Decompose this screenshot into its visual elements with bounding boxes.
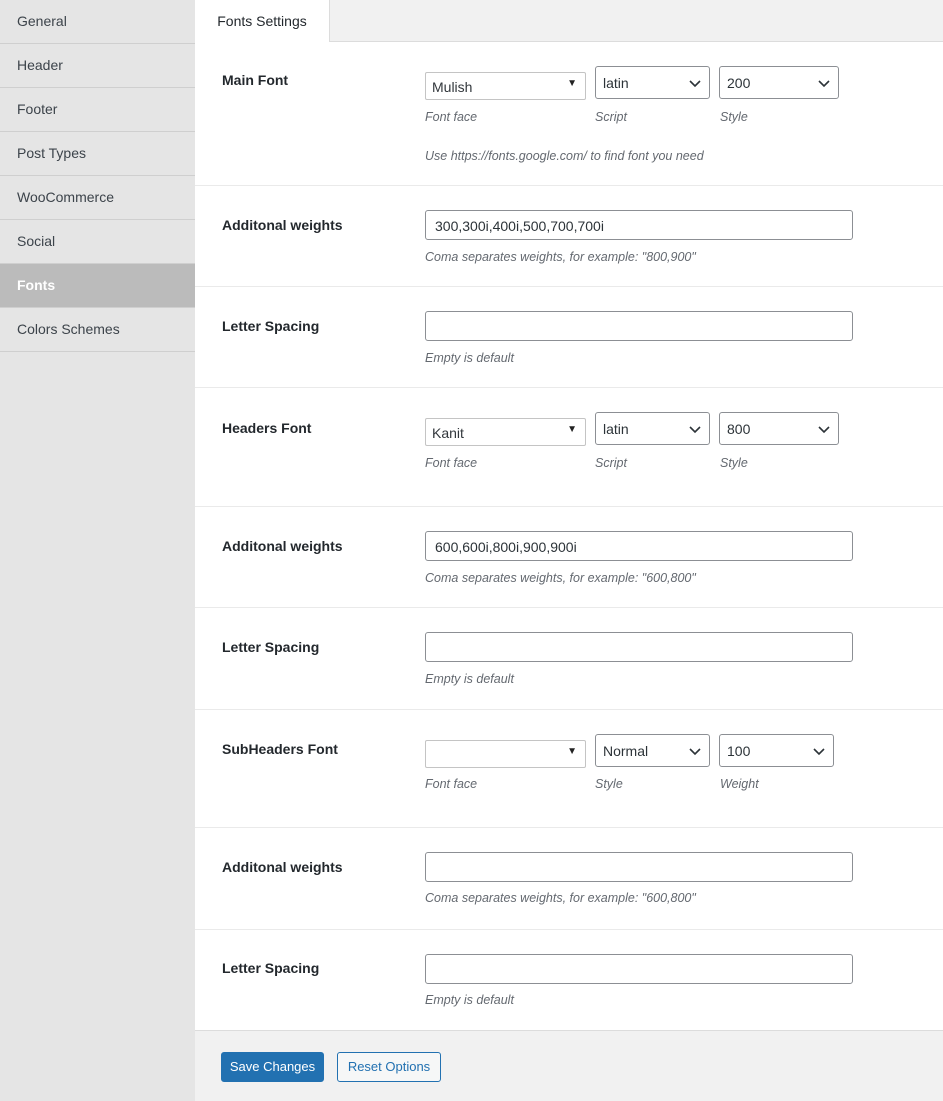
subheaders-weights-row <box>195 828 943 930</box>
main-weights-hint: Coma separates weights, for example: "800,900" <box>425 250 696 264</box>
sidebar-item-woocommerce[interactable]: WooCommerce <box>0 176 195 220</box>
subheaders-weights-label: Additonal weights <box>222 859 343 875</box>
sidebar-item-header[interactable]: Header <box>0 44 195 88</box>
headers-font-script-value: latin <box>603 421 629 437</box>
main-font-face-select[interactable] <box>425 72 586 100</box>
caret-down-icon: ▼ <box>567 746 577 757</box>
headers-font-style-select[interactable] <box>719 412 839 445</box>
main-weights-value: 300,300i,400i,500,700,700i <box>435 218 604 234</box>
caret-down-icon: ▼ <box>567 424 577 435</box>
chevron-down-icon <box>818 77 830 89</box>
main-font-script-select[interactable] <box>595 66 710 99</box>
main-font-style-caption: Style <box>720 110 748 124</box>
subheaders-font-row <box>195 710 943 828</box>
headers-weights-label: Additonal weights <box>222 538 343 554</box>
headers-font-face-value: Kanit <box>432 425 464 441</box>
main-spacing-input[interactable] <box>425 311 853 341</box>
headers-weights-input[interactable] <box>425 531 853 561</box>
headers-spacing-input[interactable] <box>425 632 853 662</box>
subheaders-font-weight-caption: Weight <box>720 777 759 791</box>
headers-spacing-hint: Empty is default <box>425 672 514 686</box>
main-font-row <box>195 42 943 186</box>
headers-font-row <box>195 388 943 507</box>
headers-spacing-label: Letter Spacing <box>222 639 320 655</box>
headers-font-script-select[interactable] <box>595 412 710 445</box>
subheaders-font-weight-value: 100 <box>727 743 751 759</box>
chevron-down-icon <box>813 745 825 757</box>
main-font-face-caption: Font face <box>425 110 478 124</box>
chevron-down-icon <box>689 77 701 89</box>
subheaders-spacing-hint: Empty is default <box>425 993 514 1007</box>
reset-options-button[interactable]: Reset Options <box>337 1052 441 1082</box>
subheaders-spacing-label: Letter Spacing <box>222 960 320 976</box>
main-font-script-caption: Script <box>595 110 627 124</box>
main-weights-input[interactable] <box>425 210 853 240</box>
headers-font-script-caption: Script <box>595 456 627 470</box>
subheaders-font-face-caption: Font face <box>425 777 478 791</box>
headers-weights-value: 600,600i,800i,900,900i <box>435 539 577 555</box>
main-weights-row <box>195 186 943 287</box>
main-font-script-value: latin <box>603 75 629 91</box>
chevron-down-icon <box>689 423 701 435</box>
headers-spacing-row <box>195 608 943 710</box>
main-font-style-value: 200 <box>727 75 751 91</box>
main-spacing-hint: Empty is default <box>425 351 514 365</box>
main-font-style-select[interactable] <box>719 66 839 99</box>
main-font-label: Main Font <box>222 72 289 88</box>
chevron-down-icon <box>818 423 830 435</box>
headers-font-face-select[interactable] <box>425 418 586 446</box>
tab-fonts-settings[interactable]: Fonts Settings <box>195 0 330 42</box>
subheaders-weights-input[interactable] <box>425 852 853 882</box>
headers-font-style-caption: Style <box>720 456 748 470</box>
main-spacing-label: Letter Spacing <box>222 318 320 334</box>
headers-weights-hint: Coma separates weights, for example: "600,800" <box>425 571 696 585</box>
main-font-hint: Use https://fonts.google.com/ to find font you need <box>425 149 704 163</box>
headers-font-style-value: 800 <box>727 421 751 437</box>
caret-down-icon: ▼ <box>567 78 577 89</box>
sidebar-item-footer[interactable]: Footer <box>0 88 195 132</box>
settings-main-panel <box>195 0 943 1101</box>
headers-font-label: Headers Font <box>222 420 312 436</box>
subheaders-font-style-value: Normal <box>603 743 649 759</box>
headers-font-face-caption: Font face <box>425 456 478 470</box>
subheaders-font-weight-select[interactable] <box>719 734 834 767</box>
main-spacing-row <box>195 287 943 388</box>
sidebar-item-fonts[interactable]: Fonts <box>0 264 195 308</box>
subheaders-font-label: SubHeaders Font <box>222 741 338 757</box>
sidebar-item-colors-schemes[interactable]: Colors Schemes <box>0 308 195 352</box>
headers-weights-row <box>195 507 943 608</box>
main-weights-label: Additonal weights <box>222 217 343 233</box>
subheaders-weights-hint: Coma separates weights, for example: "600,800" <box>425 891 696 905</box>
subheaders-font-style-caption: Style <box>595 777 623 791</box>
main-font-face-value: Mulish <box>432 79 473 95</box>
form-footer <box>195 1030 943 1101</box>
sidebar-item-general[interactable]: General <box>0 0 195 44</box>
sidebar-item-social[interactable]: Social <box>0 220 195 264</box>
sidebar-item-post-types[interactable]: Post Types <box>0 132 195 176</box>
subheaders-font-style-select[interactable] <box>595 734 710 767</box>
tab-bar <box>195 0 943 42</box>
settings-sidebar <box>0 0 195 1101</box>
subheaders-font-face-select[interactable] <box>425 740 586 768</box>
subheaders-spacing-row <box>195 930 943 1031</box>
chevron-down-icon <box>689 745 701 757</box>
save-changes-button[interactable]: Save Changes <box>221 1052 324 1082</box>
subheaders-spacing-input[interactable] <box>425 954 853 984</box>
